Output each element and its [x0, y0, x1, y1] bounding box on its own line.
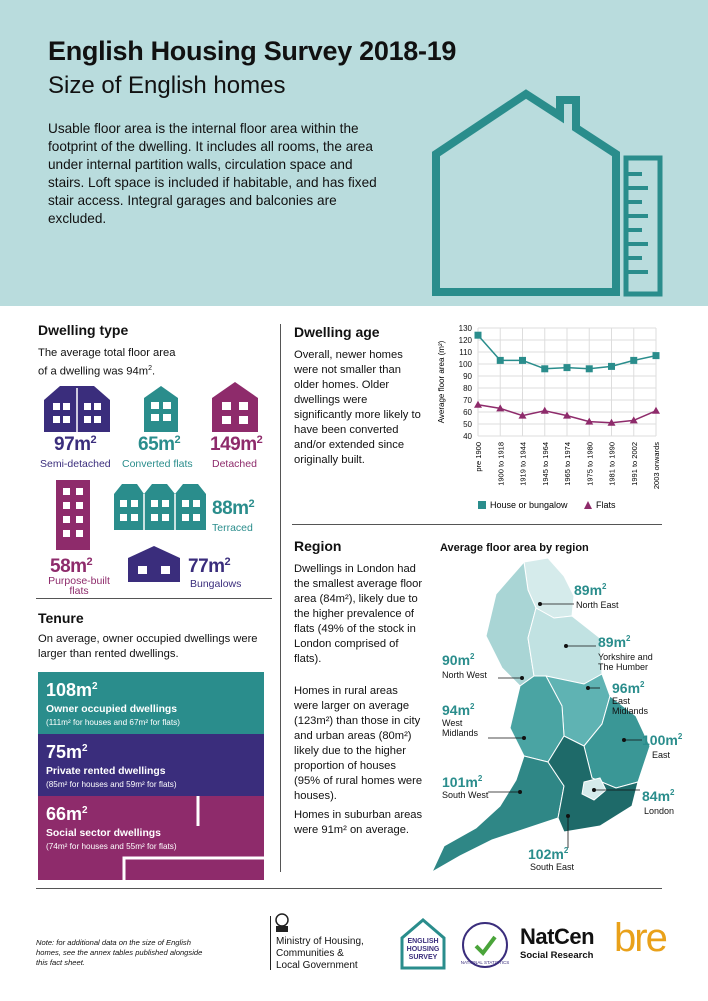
header-description: Usable floor area is the internal floor area within the footprint of the dwelling. It includes all rooms, the area under internal partition walls, circulation space and stairs. Loft space is included if habitable, and has fixed stair access. Integral garages and balconies are excluded.: [48, 121, 377, 226]
y-tick-label: 130: [458, 324, 472, 333]
private-sub: (85m² for houses and 59m² for flats): [46, 780, 177, 789]
bungalows-label: Bungalows: [190, 578, 242, 590]
footer-note: Note: for additional data on the size of English homes, see the annex tables published alongside this fact sheet.: [36, 938, 203, 967]
floorplan-lines: [38, 796, 264, 880]
social-value: $66m^2$: [46, 804, 88, 824]
l-value: $84m^2$: [642, 788, 675, 804]
legend-marker-house: [478, 501, 486, 509]
ne-label: North East: [576, 600, 619, 610]
data-point-house: [475, 332, 482, 339]
national-statistics-text: NATIONAL STATISTICS: [460, 960, 510, 965]
x-tick-label: 1919 to 1944: [518, 442, 528, 486]
y-tick-label: 70: [463, 396, 472, 405]
region-para-3: Homes in suburban areas were 91m² on average.: [294, 809, 423, 836]
private-value: $75m^2$: [46, 742, 88, 762]
terraced-value: $88m^2$: [212, 498, 255, 519]
dwelling-age-text: Overall, newer homes were not smaller than older homes. Older dwellings were significantly more likely to have been converted and/or extended since originally built.: [294, 349, 421, 466]
bungalows-value: $77m^2$: [188, 556, 231, 577]
legend-label-flats: Flats: [596, 500, 616, 510]
y-axis-label: Average floor area (m²): [437, 340, 446, 424]
divider-age-region: [292, 524, 662, 525]
y-tick-label: 40: [463, 432, 472, 441]
x-tick-label: 1965 to 1974: [563, 442, 572, 486]
ehs-logo: [398, 916, 448, 972]
tenure-social-box: [38, 796, 264, 880]
yh-label: Yorkshire and The Humber: [598, 652, 653, 672]
ministry-line-1: Ministry of Housing,: [276, 936, 364, 947]
natcen-logo: [520, 924, 594, 961]
data-point-flats: [541, 407, 549, 414]
tenure-intro: On average, owner occupied dwellings were larger than rented dwellings.: [38, 633, 258, 660]
data-point-house: [519, 357, 526, 364]
se-value: $102m^2$: [528, 846, 569, 862]
x-tick-label: 1975 to 1980: [585, 442, 595, 486]
data-point-flats: [652, 407, 660, 414]
x-tick-label: 1991 to 2002: [629, 442, 639, 486]
nw-value: $90m^2$: [442, 652, 475, 668]
x-tick-label: pre 1900: [474, 442, 483, 472]
legend-marker-flats: [584, 501, 592, 509]
converted-flats-icon: [144, 386, 178, 432]
data-point-house: [630, 357, 637, 364]
data-point-flats: [474, 401, 482, 408]
semi-detached-house-icon: [44, 386, 110, 432]
social-sub: (74m² for houses and 55m² for flats): [46, 842, 177, 851]
map-title: Average floor area by region: [440, 542, 589, 554]
dwelling-age-title: Dwelling age: [294, 324, 380, 340]
bungalow-icon: [128, 546, 180, 582]
x-tick-label: 1945 to 1964: [540, 442, 550, 486]
dwelling-age-chart: [430, 318, 666, 522]
data-point-house: [497, 357, 504, 364]
em-value: $96m^2$: [612, 680, 645, 696]
national-statistics-logo: [462, 922, 508, 968]
wm-label: West Midlands: [442, 718, 479, 738]
y-tick-label: 110: [459, 348, 472, 357]
semi-detached-label: Semi-detached: [40, 458, 111, 470]
ministry-logo: [270, 912, 380, 972]
y-tick-label: 60: [463, 408, 472, 417]
data-point-house: [608, 363, 615, 370]
region-para-2: Homes in rural areas were larger on average (123m²) than those in city and urban areas (80m²) likely due to the higher proportion of houses (95% of rural homes were houses).: [294, 685, 423, 802]
y-tick-label: 100: [458, 360, 472, 369]
house-ruler-icon: [430, 88, 670, 300]
owner-sub: (111m² for houses and 67m² for flats): [46, 718, 180, 727]
divider-dwelling-tenure: [36, 598, 272, 599]
data-point-house: [653, 352, 660, 359]
natcen-text: NatCen: [520, 924, 595, 949]
y-tick-label: 50: [463, 420, 472, 429]
purpose-built-flats-label: Purpose-built flats: [48, 575, 110, 597]
social-label: Social sector dwellings: [46, 828, 161, 839]
page-title: English Housing Survey 2018-19: [48, 36, 457, 66]
ehs-line-1: ENGLISH: [407, 938, 439, 945]
detached-value: $149m^2$: [210, 434, 263, 455]
se-label: South East: [530, 862, 575, 872]
terraced-label: Terraced: [212, 522, 253, 534]
data-point-house: [541, 365, 548, 372]
tenure-title: Tenure: [38, 610, 84, 626]
detached-house-icon: [212, 382, 258, 432]
owner-label: Owner occupied dwellings: [46, 704, 178, 715]
ministry-line-3: Local Government: [276, 960, 358, 971]
data-point-house: [586, 365, 593, 372]
region-title: Region: [294, 538, 342, 554]
sw-value: $101m^2$: [442, 774, 483, 790]
x-tick-label: 1981 to 1990: [607, 442, 617, 486]
dwelling-type-title: Dwelling type: [38, 322, 129, 338]
ne-value: $89m^2$: [574, 582, 607, 598]
semi-detached-value: $97m^2$: [54, 434, 97, 455]
nw-label: North West: [442, 670, 487, 680]
x-tick-label: 1900 to 1918: [496, 442, 506, 486]
purpose-built-flats-icon: [56, 480, 90, 550]
vertical-divider: [280, 324, 281, 872]
converted-flats-label: Converted flats: [122, 458, 193, 470]
y-tick-label: 120: [458, 336, 472, 345]
detached-label: Detached: [212, 458, 257, 470]
purpose-built-flats-value: $58m^2$: [50, 556, 93, 577]
natcen-sub-text: Social Research: [520, 950, 594, 961]
y-tick-label: 90: [463, 372, 472, 381]
terraced-house-icon: [114, 484, 206, 530]
ministry-line-2: Communities &: [276, 948, 344, 959]
sw-label: South West: [442, 790, 489, 800]
l-label: London: [644, 806, 675, 816]
e-label: East: [652, 750, 671, 760]
y-tick-label: 80: [463, 384, 472, 393]
data-point-house: [564, 364, 571, 371]
bre-logo: bre: [614, 916, 666, 960]
ehs-line-2: HOUSING: [406, 946, 440, 953]
page-subtitle: Size of English homes: [48, 72, 286, 99]
e-value: $100m^2$: [642, 732, 683, 748]
divider-footer: [36, 888, 662, 889]
owner-value: $108m^2$: [46, 680, 98, 700]
region-para-1: Dwellings in London had the smallest average floor area (84m²), likely due to the higher prevalence of flats (49% of the stock in London comprised of flats).: [294, 563, 423, 665]
crest-icon: [272, 912, 292, 934]
em-label: East Midlands: [612, 696, 649, 716]
yh-value: $89m^2$: [598, 634, 631, 650]
converted-flats-value: $65m^2$: [138, 434, 181, 455]
x-tick-label: 2003 onwards: [652, 442, 661, 490]
header-banner: [0, 0, 708, 306]
ehs-line-3: SURVEY: [408, 954, 438, 961]
legend-label-house: House or bungalow: [490, 500, 568, 510]
dwelling-type-intro: The average total floor area of a dwelling was $94m^2$.: [38, 347, 176, 378]
private-label: Private rented dwellings: [46, 766, 166, 777]
wm-value: $94m^2$: [442, 702, 475, 718]
